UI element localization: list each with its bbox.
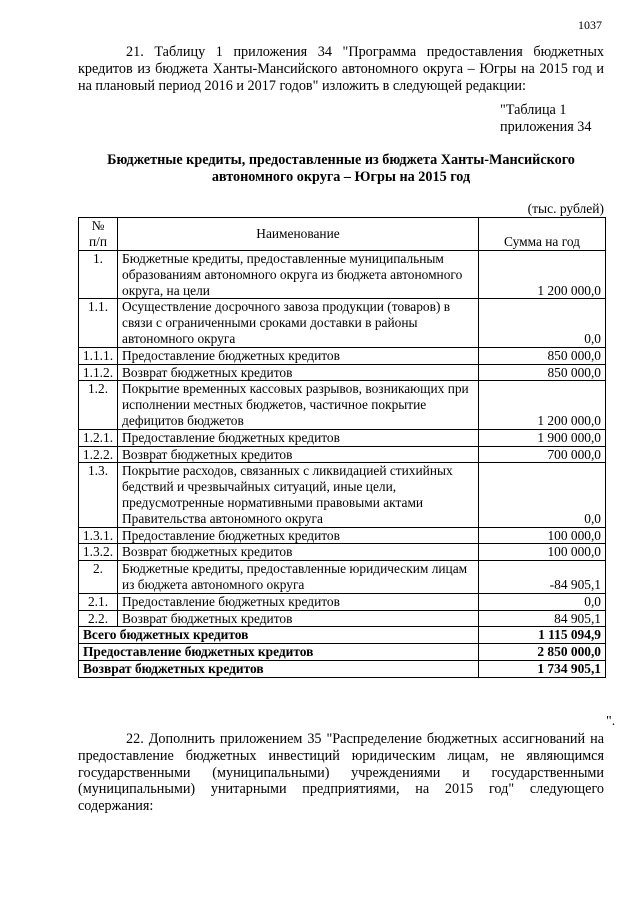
table-caption <box>500 102 591 136</box>
table-row <box>79 610 606 627</box>
row-sum: -84 905,1 <box>479 561 606 594</box>
row-name: Возврат бюджетных кредитов <box>118 610 479 627</box>
table-row <box>79 299 606 347</box>
row-sum: 850 000,0 <box>479 347 606 364</box>
row-num: 2.1. <box>79 593 118 610</box>
row-name: Предоставление бюджетных кредитов <box>118 593 479 610</box>
row-sum: 0,0 <box>479 299 606 347</box>
row-sum: 84 905,1 <box>479 610 606 627</box>
row-name: Бюджетные кредиты, предоставленные юридическим лицам из бюджета автономного округа <box>118 561 479 594</box>
row-name: Предоставление бюджетных кредитов <box>118 527 479 544</box>
table-heading: Бюджетные кредиты, предоставленные из бюджета Ханты-Мансийского автономного округа – Югры на 2015 год <box>107 152 575 185</box>
row-name: Осуществление досрочного завоза продукции (товаров) в связи с ограниченными сроками доставки в районы автономного округа <box>118 299 479 347</box>
row-name: Покрытие расходов, связанных с ликвидацией стихийных бедствий и чрезвычайных ситуаций, иные цели, предусмотренные нормативными правовыми актами Правительства автономного округа <box>118 463 479 527</box>
row-num: 1.1.1. <box>79 347 118 364</box>
paragraph-21: 21. Таблицу 1 приложения 34 "Программа предоставления бюджетных кредитов из бюджета Ханты-Мансийского автономного округа – Югры на 2015 год и на плановый период 2016 и 2017 годов" изложить в следующей редакции: <box>78 44 604 94</box>
row-name: Возврат бюджетных кредитов <box>118 364 479 381</box>
row-num: 1.2.1. <box>79 429 118 446</box>
row-num: 1.1. <box>79 299 118 347</box>
table-row <box>79 364 606 381</box>
total-sum: 2 850 000,0 <box>479 644 606 661</box>
total-label: Возврат бюджетных кредитов <box>79 660 479 677</box>
row-sum: 100 000,0 <box>479 527 606 544</box>
row-name: Возврат бюджетных кредитов <box>118 544 479 561</box>
row-sum: 1 200 000,0 <box>479 251 606 299</box>
row-sum: 1 200 000,0 <box>479 381 606 429</box>
total-label: Всего бюджетных кредитов <box>79 627 479 644</box>
table-row <box>79 381 606 429</box>
table-row <box>79 429 606 446</box>
row-sum: 0,0 <box>479 463 606 527</box>
row-name: Бюджетные кредиты, предоставленные муниципальным образованиям автономного округа из бюджета автономного округа, на цели <box>118 251 479 299</box>
row-sum: 700 000,0 <box>479 446 606 463</box>
row-num: 2. <box>79 561 118 594</box>
closing-quote: ". <box>606 714 616 729</box>
header-num: № п/п <box>79 218 118 251</box>
row-num: 1.2. <box>79 381 118 429</box>
table-caption-line1: "Таблица 1 <box>500 102 567 118</box>
units-label: (тыс. рублей) <box>527 201 604 216</box>
table-row <box>79 251 606 299</box>
row-name: Возврат бюджетных кредитов <box>118 446 479 463</box>
table-row <box>79 593 606 610</box>
row-sum: 100 000,0 <box>479 544 606 561</box>
row-num: 2.2. <box>79 610 118 627</box>
row-num: 1.1.2. <box>79 364 118 381</box>
table-row <box>79 347 606 364</box>
table-row <box>79 544 606 561</box>
row-sum: 1 900 000,0 <box>479 429 606 446</box>
total-row <box>79 627 606 644</box>
paragraph-22: 22. Дополнить приложением 35 "Распределение бюджетных ассигнований на предоставление бюджетных инвестиций юридическим лицам, не являющимся государственными (муниципальными) учреждениями и государственными (муниципальными) унитарными предприятиями, на 2015 год" следующего содержания: <box>78 731 604 815</box>
total-sum: 1 115 094,9 <box>479 627 606 644</box>
row-name: Предоставление бюджетных кредитов <box>118 429 479 446</box>
total-label: Предоставление бюджетных кредитов <box>79 644 479 661</box>
budget-credits-table <box>78 217 606 678</box>
row-num: 1. <box>79 251 118 299</box>
row-name: Покрытие временных кассовых разрывов, возникающих при исполнении местных бюджетов, частичное покрытие дефицитов бюджетов <box>118 381 479 429</box>
table-row <box>79 446 606 463</box>
table-row <box>79 527 606 544</box>
total-row <box>79 660 606 677</box>
total-sum: 1 734 905,1 <box>479 660 606 677</box>
page-number: 1037 <box>578 18 602 32</box>
table-caption-line2: приложения 34 <box>500 119 592 135</box>
table-header-row <box>79 218 606 251</box>
row-num: 1.2.2. <box>79 446 118 463</box>
row-num: 1.3.1. <box>79 527 118 544</box>
table-row <box>79 561 606 594</box>
row-sum: 850 000,0 <box>479 364 606 381</box>
row-num: 1.3.2. <box>79 544 118 561</box>
table-row <box>79 463 606 527</box>
row-name: Предоставление бюджетных кредитов <box>118 347 479 364</box>
row-num: 1.3. <box>79 463 118 527</box>
header-sum: Сумма на год <box>479 218 606 251</box>
total-row <box>79 644 606 661</box>
row-sum: 0,0 <box>479 593 606 610</box>
header-name: Наименование <box>118 218 479 251</box>
